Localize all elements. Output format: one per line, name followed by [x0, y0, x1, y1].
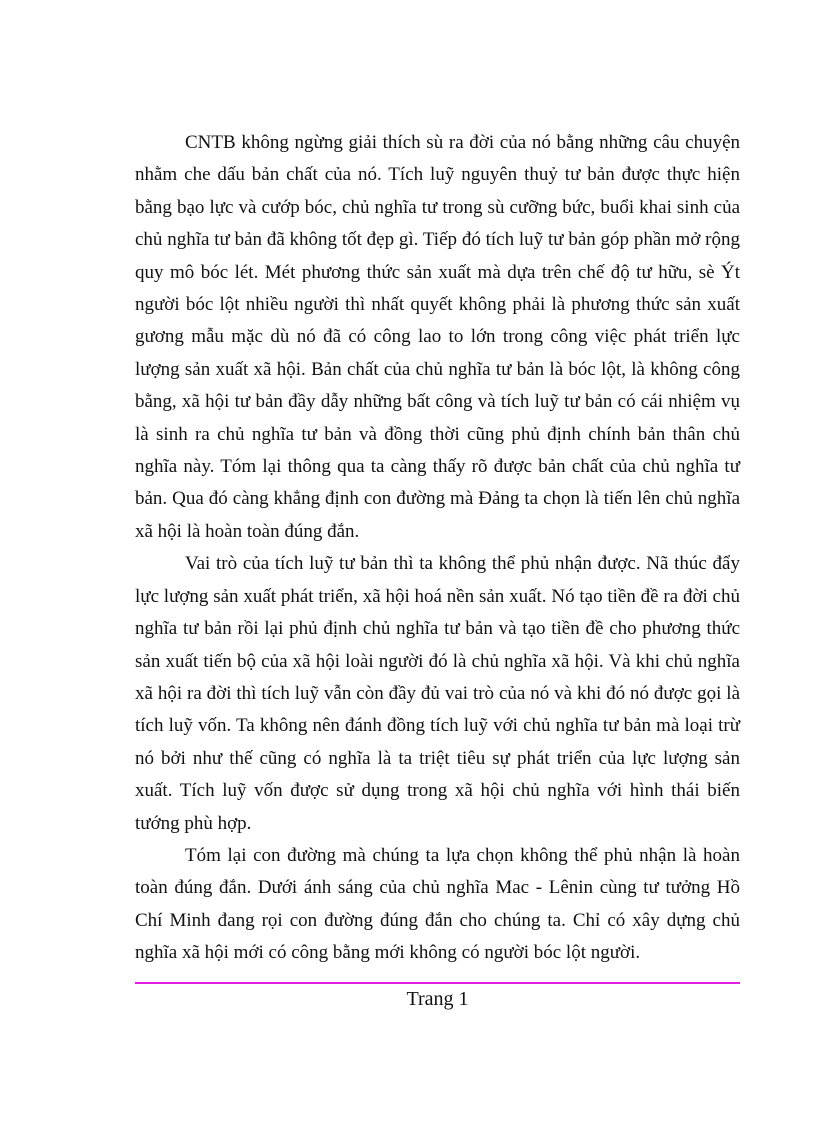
paragraph-2: Vai trò của tích luỹ tư bản thì ta không thể phủ nhận được. Nã thúc đẩy lực lượng sản xuất phát triển, xã hội hoá nền sản xuất. Nó tạo tiền đề ra đời chủ nghĩa tư bản rồi lại phủ định chủ nghĩa tư bản và tạo tiền đề cho phương thức sản xuất tiến bộ của xã hội loài người đó là chủ nghĩa xã hội. Và khi chủ nghĩa xã hội ra đời thì tích luỹ vẫn còn đầy đủ vai trò của nó và khi đó nó được gọi là tích luỹ vốn. Ta không nên đánh đồng tích luỹ với chủ nghĩa tư bản mà loại trừ nó bởi như thế cũng có nghĩa là ta triệt tiêu sự phát triển của lực lượng sản xuất. Tích luỹ vốn được sử dụng trong xã hội chủ nghĩa với hình thái biến tướng phù hợp. [135, 553, 740, 834]
paragraph-1: CNTB không ngừng giải thích sù ra đời của nó bằng những câu chuyện nhằm che dấu bản chất của nó. Tích luỹ nguyên thuỷ tư bản được thực hiện bằng bạo lực và cướp bóc, chủ nghĩa tư trong sù cưỡng bức, buổi khai sinh của chủ nghĩa tư bản đã không tốt đẹp gì. Tiếp đó tích luỹ tư bản góp phần mở rộng quy mô bóc lét. Mét phương thức sản xuất mà dựa trên chế độ tư hữu, sè Ýt người bóc lột nhiều người thì nhất quyết không phải là phương thức sản xuất gương mẫu mặc dù nó đã có công lao to lớn trong công việc phát triển lực lượng sản xuất xã hội. Bản chất của chủ nghĩa tư bản là bóc lột, là không công bằng, xã hội tư bản đầy dẫy những bất công và tích luỹ tư bản có cái nhiệm vụ là sinh ra chủ nghĩa tư bản và đồng thời cũng phủ định chính bản thân chủ nghĩa này. Tóm lại thông qua ta càng thấy rõ được bản chất của chủ nghĩa tư bản. Qua đó càng khẳng định con đường mà Đảng ta chọn là tiến lên chủ nghĩa xã hội là hoàn toàn đúng đắn. [135, 132, 740, 542]
page-number: Trang 1 [406, 988, 469, 1010]
footer-divider [135, 982, 740, 984]
paragraph-3: Tóm lại con đường mà chúng ta lựa chọn không thể phủ nhận là hoàn toàn đúng đắn. Dưới ánh sáng của chủ nghĩa Mac - Lênin cùng tư tưởng Hồ Chí Minh đang rọi con đường đúng đắn cho chúng ta. Chỉ có xây dựng chủ nghĩa xã hội mới có công bằng mới không có người bóc lột người. [135, 844, 740, 964]
document-body [135, 127, 740, 970]
